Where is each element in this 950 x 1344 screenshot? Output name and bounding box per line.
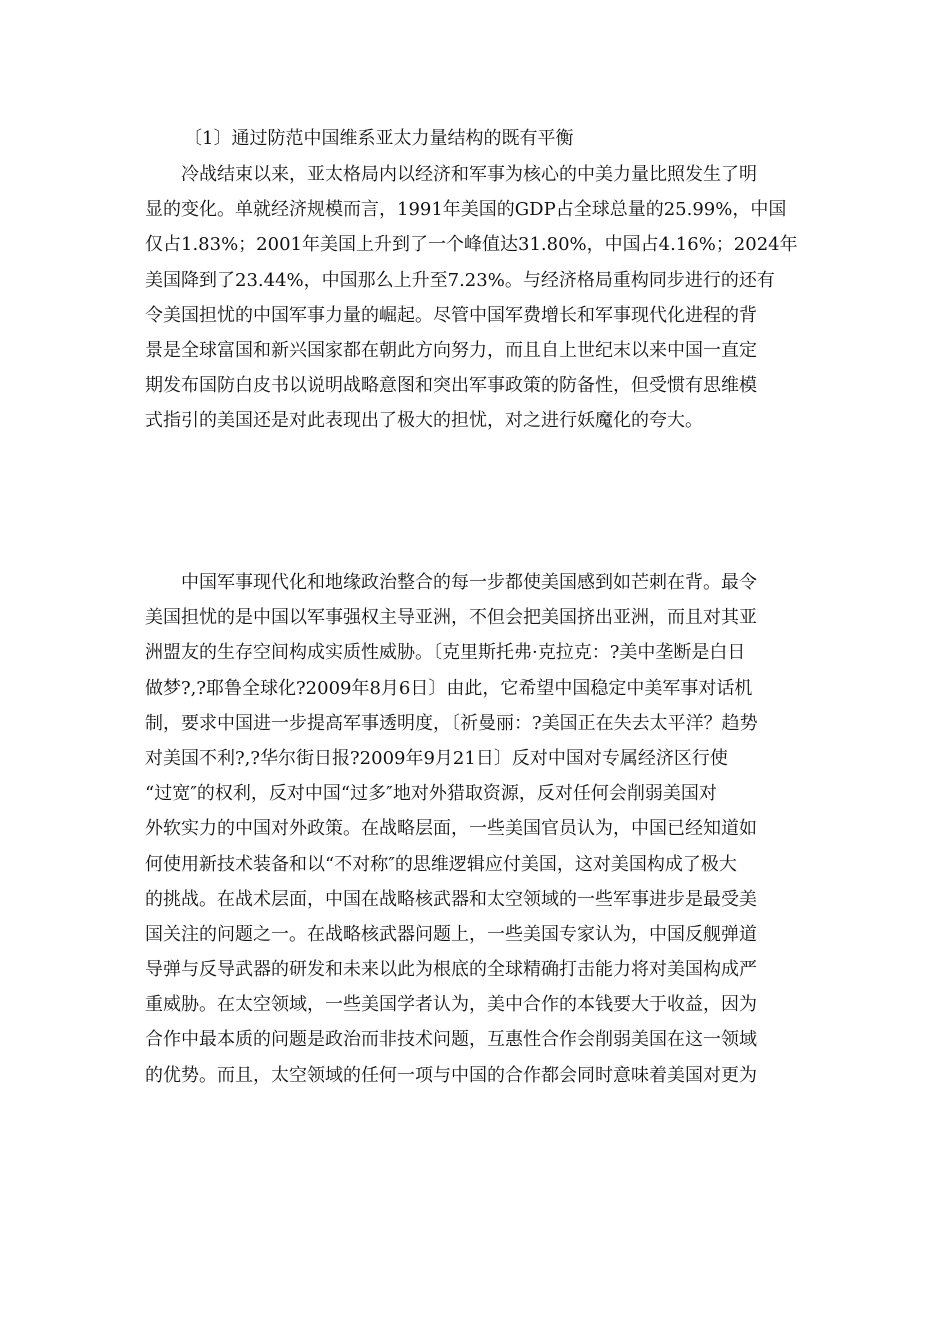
paragraph-line: 何使用新技术装备和以“不对称″的思维逻辑应付美国，这对美国构成了极大 — [145, 853, 737, 875]
paragraph-line: 外软实力的中国对外政策。在战略层面，一些美国官员认为，中国已经知道如 — [145, 818, 757, 840]
paragraph-line: 合作中最本质的问题是政治而非技术问题，互惠性合作会削弱美国在这一领域 — [145, 1029, 757, 1051]
paragraph-line: 冷战结束以来，亚太格局内以经济和军事为核心的中美力量比照发生了明 — [145, 164, 757, 185]
paragraph-line: 的挑战。在战术层面，中国在战略核武器和太空领域的一些军事进步是最受美 — [145, 888, 757, 910]
paragraph-line: 显的变化。单就经济规模而言，1991年美国的GDP占全球总量的25.99%，中国 — [145, 199, 787, 221]
paragraph-2 — [145, 565, 810, 1093]
paragraph-line: 美国降到了23.44%，中国那么上升至7.23%。与经济格局重构同步进行的还有 — [145, 269, 775, 291]
paragraph-line: “过宽″的权利，反对中国“过多″地对外猎取资源，反对任何会削弱美国对 — [145, 783, 717, 805]
paragraph-line: 重威胁。在太空领域，一些美国学者认为，美中合作的本钱要大于收益，因为 — [145, 994, 757, 1016]
paragraph-line: 中国军事现代化和地缘政治整合的每一步都使美国感到如芒刺在背。最令 — [145, 572, 757, 593]
paragraph-1 — [145, 157, 810, 439]
paragraph-line: 仅占1.83%；2001年美国上升到了一个峰值达31.80%，中国占4.16%；2024年 — [145, 234, 798, 256]
paragraph-line: 对美国不利?,?华尔街日报?2009年9月21日〕反对中国对专属经济区行使 — [145, 747, 728, 769]
paragraph-line: 的优势。而且，太空领域的任何一项与中国的合作都会同时意味着美国对更为 — [145, 1064, 757, 1086]
section-heading: 〔1〕通过防范中国维系亚太力量结构的既有平衡 — [184, 128, 574, 149]
paragraph-line: 期发布国防白皮书以说明战略意图和突出军事政策的防备性，但受惯有思维模 — [145, 375, 757, 397]
paragraph-line: 式指引的美国还是对此表现出了极大的担忧，对之进行妖魔化的夸大。 — [145, 410, 703, 432]
paragraph-line: 美国担忧的是中国以军事强权主导亚洲，不但会把美国挤出亚洲，而且对其亚 — [145, 607, 757, 629]
paragraph-line: 导弹与反导武器的研发和未来以此为根底的全球精确打击能力将对美国构成严 — [145, 959, 757, 981]
paragraph-line: 洲盟友的生存空间构成实质性威胁。〔克里斯托弗·克拉克：?美中垄断是白日 — [145, 642, 746, 664]
paragraph-line: 做梦?,?耶鲁全球化?2009年8月6日〕由此，它希望中国稳定中美军事对话机 — [145, 677, 753, 699]
paragraph-line: 令美国担忧的中国军事力量的崛起。尽管中国军费增长和军事现代化进程的背 — [145, 304, 757, 326]
paragraph-line: 制，要求中国进一步提高军事透明度，〔祈曼丽：?美国正在失去太平洋？趋势 — [145, 712, 758, 734]
paragraph-line: 景是全球富国和新兴国家都在朝此方向努力，而且自上世纪末以来中国一直定 — [145, 339, 757, 361]
paragraph-line: 国关注的问题之一。在战略核武器问题上，一些美国专家认为，中国反舰弹道 — [145, 923, 757, 945]
